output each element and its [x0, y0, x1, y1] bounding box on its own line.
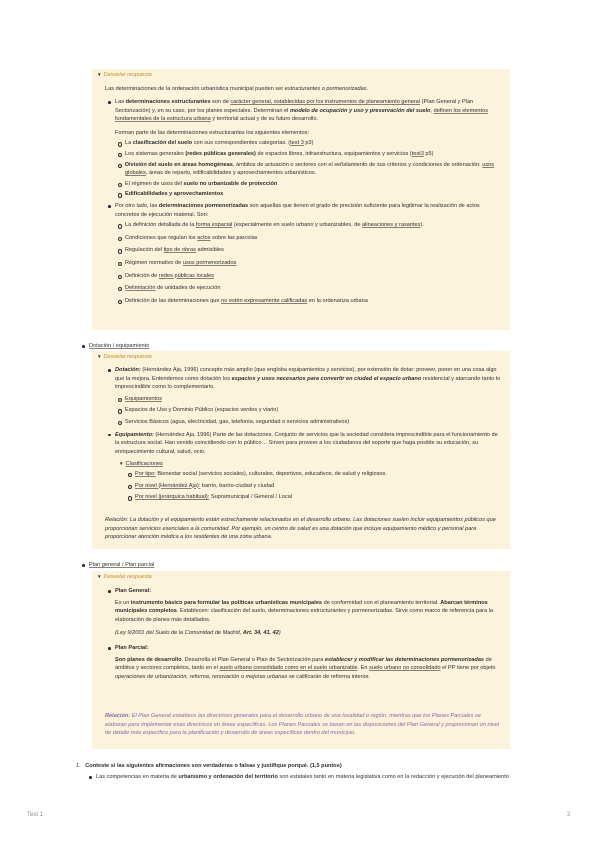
page-number: 2 — [567, 812, 571, 818]
list-item: Servicios Básicos (agua, electricidad, gas, telefonía, seguridad o servicios administrativos) — [125, 418, 503, 427]
outline-item-title[interactable]: Plan general / Plan parcial — [89, 562, 155, 568]
answer-box-plan — [92, 571, 510, 749]
list-item: División del suelo en áreas homogéneas, ámbitos de actuación o sectores con el señalamiento de sus criterios y condiciones de ordenación: usos globales, áreas de reparto, edificabilidades y aprovechamientos urbanísticos. — [125, 161, 503, 178]
toggle-triangle-icon: ▼ — [97, 354, 102, 359]
list-item: La clasificación del suelo con sus correspondientes categorías. (test 3 p3) — [125, 139, 503, 148]
list-item: Régimen normativo de usos pormenorizados — [125, 259, 503, 268]
list-item: Las determinaciones estructurantes son de carácter general, establecidas por los instrumentos de planeamiento general (Plan General y Plan Sectorización) y, en su caso, por los planes especiales. Determinan el modelo de ocupación y uso y preservación del suelo, definen los elementos fundamentales de la estructura urbana y territorial actual y de su futuro desarrollo. Forman parte de las determinaciones estructurantes los siguientes elementos: La clasificación del suelo con sus correspondientes categorías. (test 3 p3) Los sistemas generales (redes públicas generales) de espacios libres, infraestructura, equipamientos y servicios (test3 p5) División del suelo en áreas homogéneas, ámbitos de actuación o sectores con el señalamiento de sus criterios y condiciones de ordenación: usos globales, áreas de reparto, edificabilidades y aprovechamientos urbanísticos. El régimen de usos del suelo no urbanizable de protección Edificabilidades y aprovechamientos — [115, 98, 503, 199]
list-item: Equipamiento: (Hernández Aja, 1996) Parte de las dotaciones. Conjunto de servicios que la sociedad considera imprescindible para el funcionamiento de la estructura social. Han venido coincidiendo con lo público… Sirven para proveer a los ciudadanos del soporte que haga posible su educación, su enriquecimiento cultural, salud, ocio. ▼ Clasificaciones Por tipo: Bienestar social (servicios sociales), culturales, deportivos, educativos, de salud y religiosos. Por nivel (Hernández Aja): barrio, barrio-ciudad y ciudad Por nivel (jerárquica habitual): Supramunicipal / General / Local — [115, 431, 503, 502]
toggle-triangle-icon: ▼ — [97, 574, 102, 579]
reveal-toggle[interactable]: ▼ Desvelar respuesta — [97, 574, 152, 580]
list-item: El régimen de usos del suelo no urbanizable de protección — [125, 180, 503, 189]
list-item: Equipamientos — [125, 395, 503, 404]
list-item: Condiciones que regulan los actos sobre las parcelas — [125, 234, 503, 243]
dotacion-list — [115, 366, 503, 502]
list-item: Delimitación de unidades de ejecución — [125, 284, 503, 293]
list-item: Las competencias en materia de urbanismo y ordenación del territorio son estatales tanto en materia legislativa como en la redacción y ejecución del planeamiento — [96, 773, 516, 782]
list-item: La definición detallada de la forma espacial (especialmente en suelo urbano y urbanizables, de alineaciones y rasantes). — [125, 221, 503, 230]
question-1-list — [96, 773, 516, 782]
plan-list — [115, 587, 503, 681]
toggle-triangle-icon: ▼ — [119, 461, 124, 467]
relacion-paragraph: Relación: El Plan General establece las directrices generales para el desarrollo urbano de una localidad o región, mientras que los Planes Parciales se elaboran para implementar esas directrices en áreas específicas. Los Planes Parciales se basan en las disposiciones del Plan General y proporcionan un nivel de detalle más específico para la planificación y desarrollo de áreas específicas dentro del municipio. — [105, 713, 499, 737]
outline-item-dotacion — [89, 342, 149, 351]
list-item: Por nivel (jerárquica habitual): Supramunicipal / General / Local — [135, 493, 503, 502]
question-title: Conteste si las siguientes afirmaciones son verdaderas o falsas y justifique porqué. (1,5 puntos) — [85, 763, 342, 769]
forman-paragraph: Forman parte de las determinaciones estructurantes los siguientes elementos: — [115, 129, 310, 136]
list-item: Edificabilidades y aprovechamientos — [125, 190, 503, 199]
toggle-triangle-icon: ▼ — [97, 72, 102, 77]
answer-box-determinaciones — [92, 69, 510, 330]
outline-item-title[interactable]: Dotación / equipamiento — [89, 343, 150, 349]
list-item: Por tipo: Bienestar social (servicios sociales), culturales, deportivos, educativos, de salud y religiosos. — [135, 470, 503, 479]
list-item: Definición de redes públicas locales — [125, 272, 503, 281]
question-1: 1. Conteste si las siguientes afirmaciones son verdaderas o falsas y justifique porqué. (1,5 puntos) — [76, 763, 342, 769]
list-item: Por nivel (Hernández Aja): barrio, barrio-ciudad y ciudad — [135, 482, 503, 491]
outline-item-plan — [89, 561, 154, 570]
answer-box-dotacion — [92, 351, 510, 549]
list-item: Los sistemas generales (redes públicas generales) de espacios libres, infraestructura, equipamientos y servicios (test3 p5) — [125, 150, 503, 159]
list-item: Por otro lado, las determinaciones pormenorizadas son aquellas que tienen el grado de precisión suficiente para legitimar la realización de actos concretos de ejecución material. Son: La definición detallada de la forma espacial (especialmente en suelo urbano y urbanizables, de alineaciones y rasantes). Condiciones que regulan los actos sobre las parcelas Regulación del tipo de obras admisibles Régimen normativo de usos pormenorizados Definición de redes públicas locales Delimitación de unidades de ejecución Definición de las determinaciones que no estén expresamente calificadas en la ordenanza urbana — [115, 202, 503, 305]
list-item: Dotación: (Hernández Aja, 1996) concepto más amplio (que engloba equipamientos y servicios), por extensión de dotar: proveer, poner en una cosa algo que la mejora. Entendemos como dotación los espacios y usos necesarios para convertir en ciudad el espacio urbano residencial y atarcando tanto lo imprescindible como lo complementario. Equipamientos Espacios de Uso y Dominio Público (espacios verdes y viario) Servicios Básicos (agua, electricidad, gas, telefonía, seguridad o servicios administrativos) — [115, 366, 503, 427]
footer-left: Test 1 — [27, 812, 44, 818]
clasificaciones-toggle[interactable]: ▼ Clasificaciones — [119, 461, 163, 468]
list-item: Plan Parcial: Son planes de desarrollo. Desarrolla el Plan General o Plan de Sectorización para establecer y modificar las determinaciones pormenorizadas de ámbitos y sectores completos, tanto en el suelo urbano consolidado como en el suelo urbanizable. En suelo urbano no consolidado el PP tiene por objeto operaciones de urbanización, reforma, renovación o mejoras urbanas se calificarán de reforma interior. — [115, 644, 503, 681]
list-item: Regulación del tipo de obras admisibles — [125, 246, 503, 255]
reveal-toggle[interactable]: ▼ Desvelar respuesta — [97, 72, 152, 78]
relacion-paragraph: Relación: La dotación y el equipamiento están estrechamente relacionados en el desarrollo urbano. Las dotaciones suelen incluir equipamientos públicos que proporcionan servicios esenciales a la comunidad. Por ejemplo, un centro de salud es una dotación que incluye equipamiento médico y personal para proporcionar atención médica a los residentes de una zona urbana. — [105, 517, 496, 541]
list-item: Espacios de Uso y Dominio Público (espacios verdes y viario) — [125, 406, 503, 415]
intro-paragraph: Las determinaciones de la ordenación urbanística municipal pueden ser estructurantes o pormenorizadas. — [105, 86, 369, 92]
structurantes-list — [115, 98, 503, 305]
list-item: Definición de las determinaciones que no estén expresamente calificadas en la ordenanza urbana — [125, 297, 503, 306]
list-item: Plan General: Es un instrumento básico para formular las políticas urbanísticas municipales de conformidad con el planeamiento territorial. Abarcan términos municipales completos. Establecen: clasificación del suelo, determinaciones estructurantes y pormenorizadas. Sirve como marco de referencia para la elaboración de planes más detallados. (Ley 9/2001 del Suelo de la Comunidad de Madrid, Art. 34, 41, 42) — [115, 587, 503, 638]
reveal-toggle[interactable]: ▼ Desvelar respuesta — [97, 354, 152, 360]
